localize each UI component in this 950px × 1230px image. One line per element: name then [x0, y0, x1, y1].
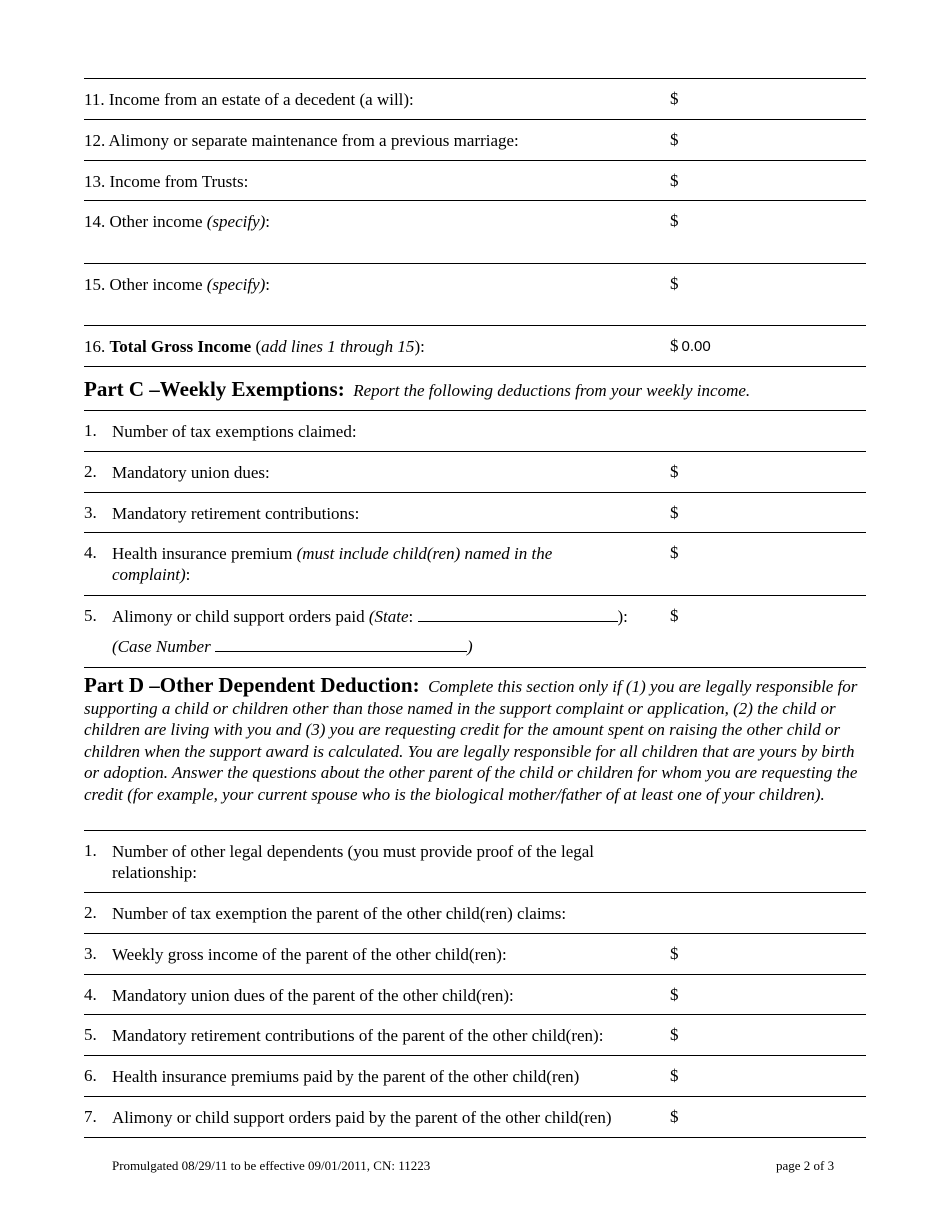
row-label: Number of other legal dependents (you must provide proof of the legal relationship: [112, 842, 595, 882]
dependent-row-4: 4. Mandatory union dues of the parent of the other child(ren): $ [84, 974, 866, 1014]
amount-field[interactable]: $ [670, 1107, 679, 1126]
row-label: Alimony or child support orders paid (State: ): [112, 607, 628, 626]
dependent-row-3: 3. Weekly gross income of the parent of the other child(ren): $ [84, 933, 866, 974]
exemption-row-4: 4. Health insurance premium (must include child(ren) named in the complaint): $ [84, 532, 866, 595]
row-label: 13. Income from Trusts: [84, 172, 249, 191]
amount-field[interactable]: $ [670, 1066, 679, 1085]
exemption-row-5: 5. Alimony or child support orders paid (State: ): $ (Case Number ) [84, 595, 866, 667]
income-row-15 [84, 263, 866, 325]
form-page [84, 78, 866, 1138]
dependent-row-1: 1. Number of other legal dependents (you must provide proof of the legal relationship: [84, 830, 866, 892]
income-row-14 [84, 200, 866, 263]
row-label: 12. Alimony or separate maintenance from a previous marriage: [84, 131, 519, 150]
amount-field[interactable]: $ [670, 130, 679, 149]
amount-field[interactable]: $ [670, 171, 679, 190]
amount-field[interactable]: $ [670, 462, 679, 481]
row-label: Health insurance premium (must include child(ren) named in the complaint): [112, 544, 553, 584]
dependent-row-6: 6. Health insurance premiums paid by the parent of the other child(ren) $ [84, 1055, 866, 1096]
row-label: Alimony or child support orders paid by the parent of the other child(ren) [112, 1108, 612, 1127]
case-number-line: (Case Number ) [112, 637, 473, 656]
row-label: Mandatory union dues of the parent of the other child(ren): [112, 986, 514, 1005]
exemption-row-2: 2. Mandatory union dues: $ [84, 451, 866, 492]
row-label: Mandatory union dues: [112, 463, 270, 482]
dependent-row-7: 7. Alimony or child support orders paid by the parent of the other child(ren) $ [84, 1096, 866, 1138]
income-row-11 [84, 78, 866, 119]
amount-field[interactable]: $ [670, 89, 679, 108]
footer-promulgated: Promulgated 08/29/11 to be effective 09/01/2011, CN: 11223 [112, 1158, 431, 1173]
amount-field[interactable]: $ [670, 606, 679, 625]
row-label: Health insurance premiums paid by the parent of the other child(ren) [112, 1067, 580, 1086]
exemption-row-1: 1. Number of tax exemptions claimed: [84, 410, 866, 451]
part-d-instructions: Complete this section only if (1) you are legally responsible for supporting a child or children other than those named in the support complaint or application, (2) the child or children are living with you and (3) you are requesting credit for the amount spent on raising the other child or children when the support award is calculated. You are legally responsible for all children that are yours by birth or adoption. Answer the questions about the other parent of the child or children for whom you are requesting the credit (for example, your current spouse who is the biological mother/father of at least one of your children). [84, 677, 858, 804]
row-label: Number of tax exemptions claimed: [112, 422, 357, 441]
part-d-header [84, 667, 866, 830]
amount-field[interactable]: $ [670, 1025, 679, 1044]
part-c-title: Part C –Weekly Exemptions: [84, 377, 345, 401]
row-label: 15. Other income (specify): [84, 275, 271, 294]
row-label: Mandatory retirement contributions of the parent of the other child(ren): [112, 1026, 604, 1045]
amount-field[interactable]: $ [670, 985, 679, 1004]
amount-field[interactable]: $ [670, 211, 679, 230]
income-row-13 [84, 160, 866, 200]
part-d-title: Part D –Other Dependent Deduction: [84, 673, 420, 697]
row-label: 14. Other income (specify): [84, 212, 271, 231]
total-gross-income-row [84, 325, 866, 366]
case-number-input[interactable] [215, 637, 467, 652]
income-row-12 [84, 119, 866, 160]
amount-field[interactable]: $ [670, 944, 679, 963]
exemption-row-3: 3. Mandatory retirement contributions: $ [84, 492, 866, 532]
footer-page-number: page 2 of 3 [776, 1158, 835, 1173]
row-label: 11. Income from an estate of a decedent (a will): [84, 90, 414, 109]
state-input[interactable] [418, 607, 618, 622]
amount-field[interactable]: $ [670, 543, 679, 562]
row-label: Weekly gross income of the parent of the other child(ren): [112, 945, 507, 964]
part-c-instructions: Report the following deductions from your weekly income. [353, 381, 751, 400]
row-label: Mandatory retirement contributions: [112, 504, 360, 523]
row-label: Number of tax exemption the parent of the other child(ren) claims: [112, 904, 567, 923]
dependent-row-5: 5. Mandatory retirement contributions of the parent of the other child(ren): $ [84, 1014, 866, 1055]
row-label: 16. Total Gross Income (add lines 1 through 15): [84, 337, 425, 356]
dependent-row-2: 2. Number of tax exemption the parent of the other child(ren) claims: [84, 892, 866, 933]
amount-field[interactable]: $ [670, 503, 679, 522]
total-amount-field[interactable]: $ 0.00 [670, 336, 711, 355]
amount-field[interactable]: $ [670, 274, 679, 293]
part-c-header [84, 366, 866, 410]
